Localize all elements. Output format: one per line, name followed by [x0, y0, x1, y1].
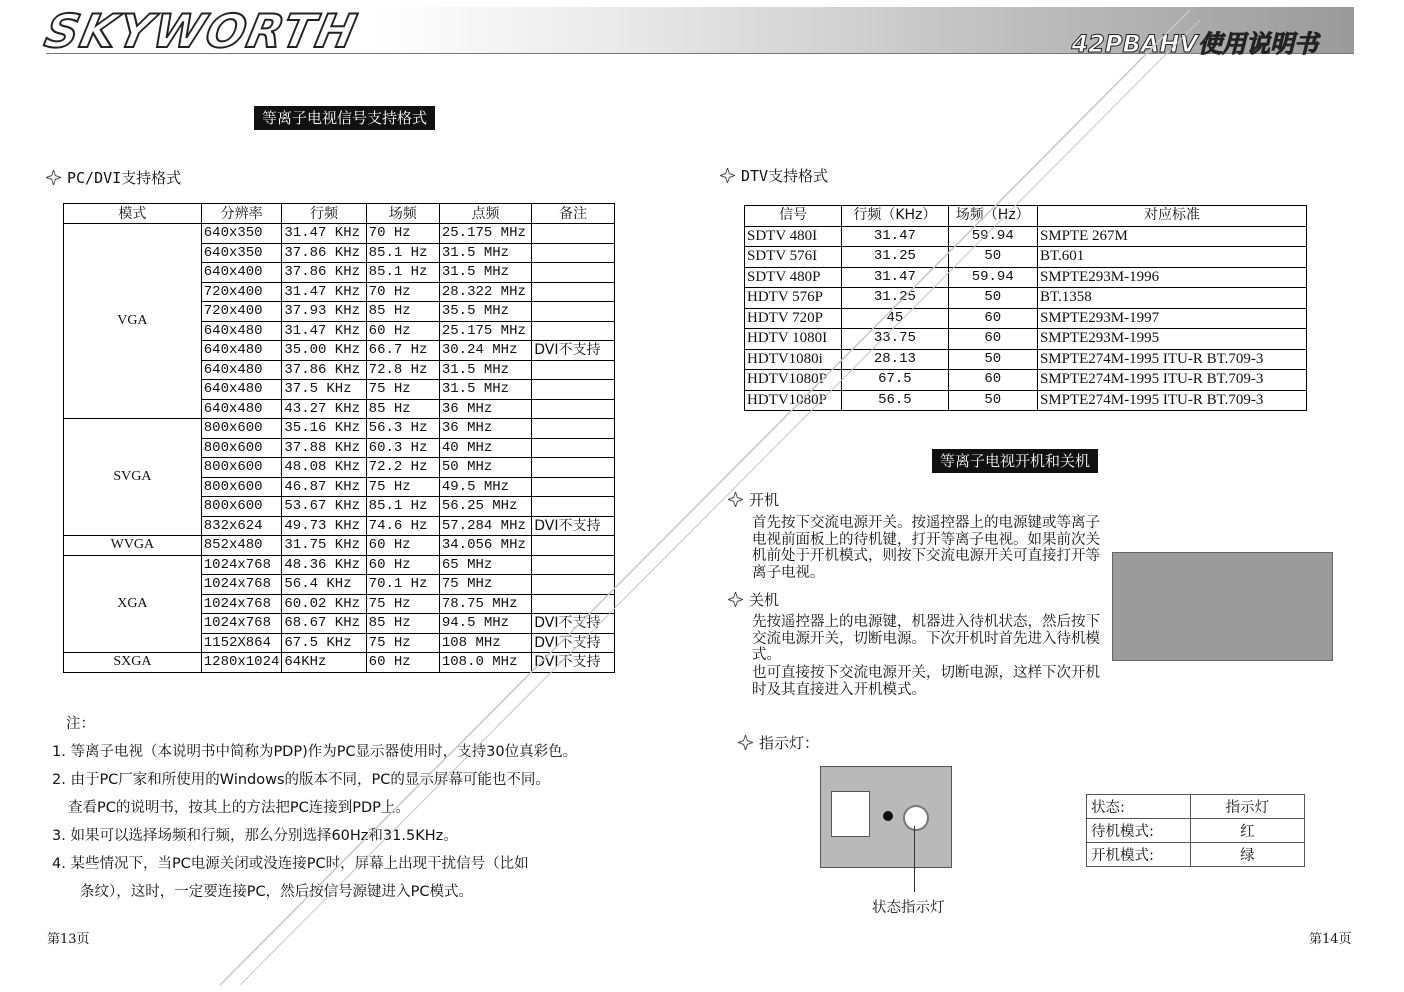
table-cell: 待机模式:: [1087, 819, 1191, 843]
table-cell: 1024x768: [201, 575, 282, 595]
note-item: 查看PC的说明书，按其上的方法把PC连接到PDP上。: [68, 800, 410, 816]
diamond-star-icon: [46, 170, 61, 185]
table-cell: 67.5 KHz: [282, 633, 366, 653]
table-cell: 56.5: [842, 390, 948, 411]
table-cell: 800x600: [201, 419, 282, 439]
table-cell: 31.47 KHz: [282, 282, 366, 302]
dtv-table-header-cell: 对应标准: [1037, 206, 1306, 227]
pc-table-header-cell: 模式: [64, 204, 202, 224]
table-cell: 640x400: [201, 263, 282, 283]
table-cell: 31.25: [842, 288, 948, 309]
table-cell: 60: [948, 308, 1037, 329]
table-cell: DVI不支持: [532, 653, 615, 673]
table-cell: 31.47 KHz: [282, 224, 366, 244]
table-cell: 36 MHz: [439, 419, 531, 439]
table-cell: 50: [948, 288, 1037, 309]
dtv-table-header-cell: 行频（KHz）: [842, 206, 948, 227]
table-cell: SMPTE293M-1995: [1037, 329, 1306, 350]
note-item: 3. 如果可以选择场频和行频，那么分别选择60Hz和31.5KHz。: [52, 828, 458, 844]
table-cell: 85.1 Hz: [366, 497, 439, 517]
table-cell: 72.8 Hz: [366, 360, 439, 380]
table-cell: 31.47 KHz: [282, 321, 366, 341]
table-cell: 36 MHz: [439, 399, 531, 419]
table-cell: 800x600: [201, 477, 282, 497]
page-number-right: 第14页: [1309, 932, 1352, 947]
mode-cell: VGA: [64, 224, 202, 419]
table-cell: 85 Hz: [366, 399, 439, 419]
table-cell: 37.93 KHz: [282, 302, 366, 322]
table-cell: 1024x768: [201, 594, 282, 614]
table-cell: 31.47: [842, 226, 948, 247]
table-cell: 85.1 Hz: [366, 243, 439, 263]
table-cell: 开机模式:: [1087, 843, 1191, 867]
mode-cell: SXGA: [64, 653, 202, 673]
table-cell: 31.75 KHz: [282, 536, 366, 556]
table-cell: 31.25: [842, 247, 948, 268]
power-section-title: 等离子电视开机和关机: [932, 449, 1098, 473]
table-cell: SMPTE274M-1995 ITU-R BT.709-3: [1037, 390, 1306, 411]
pc-table-header-cell: 场频: [366, 204, 439, 224]
table-cell: 60.3 Hz: [366, 438, 439, 458]
table-cell: 59.94: [948, 226, 1037, 247]
table-cell: 红: [1190, 819, 1304, 843]
note-item: 1. 等离子电视（本说明书中简称为PDP)作为PC显示器使用时，支持30位真彩色。: [52, 744, 578, 760]
table-cell: 640x480: [201, 360, 282, 380]
table-cell: SDTV 480P: [745, 267, 842, 288]
note-item: 2. 由于PC厂家和所使用的Windows的版本不同，PC的显示屏幕可能也不同。: [52, 772, 550, 788]
table-cell: 85 Hz: [366, 614, 439, 634]
table-cell: 640x480: [201, 321, 282, 341]
table-cell: 40 MHz: [439, 438, 531, 458]
table-cell: 1152X864: [201, 633, 282, 653]
table-cell: SMPTE274M-1995 ITU-R BT.709-3: [1037, 349, 1306, 370]
indicator-caption: 状态指示灯: [872, 900, 945, 916]
table-cell: 66.7 Hz: [366, 341, 439, 361]
table-cell: 46.87 KHz: [282, 477, 366, 497]
table-cell: 1024x768: [201, 614, 282, 634]
table-cell: 35.00 KHz: [282, 341, 366, 361]
table-cell: 640x350: [201, 224, 282, 244]
table-cell: SMPTE293M-1996: [1037, 267, 1306, 288]
table-cell: HDTV 720P: [745, 308, 842, 329]
table-cell: 60 Hz: [366, 555, 439, 575]
table-cell: 37.86 KHz: [282, 263, 366, 283]
table-cell: 68.67 KHz: [282, 614, 366, 634]
table-cell: 25.175 MHz: [439, 321, 531, 341]
table-cell: 800x600: [201, 458, 282, 478]
table-cell: 70 Hz: [366, 282, 439, 302]
table-cell: 31.5 MHz: [439, 263, 531, 283]
table-cell: SMPTE274M-1995 ITU-R BT.709-3: [1037, 370, 1306, 391]
pc-dvi-heading-label: PC/DVI支持格式: [67, 169, 182, 187]
table-cell: 60.02 KHz: [282, 594, 366, 614]
mode-cell: WVGA: [64, 536, 202, 556]
table-cell: 53.67 KHz: [282, 497, 366, 517]
table-cell: 绿: [1190, 843, 1304, 867]
table-cell: 31.5 MHz: [439, 360, 531, 380]
table-cell: 43.27 KHz: [282, 399, 366, 419]
pc-table-header-cell: 行频: [282, 204, 366, 224]
table-cell: 640x480: [201, 341, 282, 361]
page-number-left: 第13页: [47, 932, 90, 947]
table-cell: 1024x768: [201, 555, 282, 575]
table-cell: 70.1 Hz: [366, 575, 439, 595]
table-cell: SMPTE 267M: [1037, 226, 1306, 247]
table-cell: 75 Hz: [366, 380, 439, 400]
power-off-text: 先按遥控器上的电源键，机器进入待机状态，然后按下交流电源开关，切断电源。下次开机时首先进入待机模式。: [752, 614, 1100, 663]
table-cell: 31.47: [842, 267, 948, 288]
pc-table-header-cell: 备注: [532, 204, 615, 224]
table-cell: 50 MHz: [439, 458, 531, 478]
note-item: 4. 某些情况下，当PC电源关闭或没连接PC时，屏幕上出现干扰信号（比如: [52, 856, 529, 872]
table-cell: 60 Hz: [366, 321, 439, 341]
pc-table-header-cell: 分辨率: [201, 204, 282, 224]
table-cell: SMPTE293M-1997: [1037, 308, 1306, 329]
table-cell: 800x600: [201, 438, 282, 458]
table-cell: 75 Hz: [366, 477, 439, 497]
table-cell: 35.16 KHz: [282, 419, 366, 439]
table-cell: 49.73 KHz: [282, 516, 366, 536]
table-cell: 56.25 MHz: [439, 497, 531, 517]
table-cell: 85.1 Hz: [366, 263, 439, 283]
table-cell: 28.13: [842, 349, 948, 370]
table-cell: 56.3 Hz: [366, 419, 439, 439]
table-cell: 85 Hz: [366, 302, 439, 322]
table-cell: SDTV 576I: [745, 247, 842, 268]
table-cell: DVI不支持: [532, 341, 615, 361]
table-cell: 50: [948, 247, 1037, 268]
indicator-label: 指示灯：: [759, 734, 820, 752]
table-cell: 59.94: [948, 267, 1037, 288]
power-off-text-alt: 也可直接按下交流电源开关，切断电源，这样下次开机时及其直接进入开机模式。: [752, 665, 1100, 698]
table-cell: 640x350: [201, 243, 282, 263]
power-off-label: 关机: [749, 591, 780, 609]
table-cell: 37.86 KHz: [282, 360, 366, 380]
table-cell: 48.36 KHz: [282, 555, 366, 575]
table-cell: 34.056 MHz: [439, 536, 531, 556]
table-cell: 35.5 MHz: [439, 302, 531, 322]
table-cell: 37.86 KHz: [282, 243, 366, 263]
table-cell: BT.1358: [1037, 288, 1306, 309]
table-cell: SDTV 480I: [745, 226, 842, 247]
table-cell: 108 MHz: [439, 633, 531, 653]
table-cell: 50: [948, 349, 1037, 370]
table-cell: 70 Hz: [366, 224, 439, 244]
table-cell: 75 Hz: [366, 633, 439, 653]
table-cell: 50: [948, 390, 1037, 411]
table-cell: 25.175 MHz: [439, 224, 531, 244]
mode-cell: XGA: [64, 555, 202, 653]
table-cell: 852x480: [201, 536, 282, 556]
table-cell: 72.2 Hz: [366, 458, 439, 478]
table-cell: 60 Hz: [366, 653, 439, 673]
table-cell: 65 MHz: [439, 555, 531, 575]
table-cell: HDTV1080P: [745, 370, 842, 391]
signal-format-section-title: 等离子电视信号支持格式: [254, 106, 435, 130]
brand-logo: SKYWORTH: [40, 4, 363, 58]
power-on-label: 开机: [749, 491, 780, 509]
table-cell: DVI不支持: [532, 516, 615, 536]
table-cell: 720x400: [201, 302, 282, 322]
table-cell: 49.5 MHz: [439, 477, 531, 497]
table-cell: 33.75: [842, 329, 948, 350]
table-cell: 720x400: [201, 282, 282, 302]
table-cell: 45: [842, 308, 948, 329]
manual-title: 42PBAHV使用说明书: [1071, 30, 1318, 58]
table-cell: 94.5 MHz: [439, 614, 531, 634]
table-cell: 640x480: [201, 399, 282, 419]
table-cell: 1280x1024: [201, 653, 282, 673]
table-cell: 75 MHz: [439, 575, 531, 595]
dtv-heading-label: DTV支持格式: [741, 167, 829, 185]
table-cell: 75 Hz: [366, 594, 439, 614]
dtv-table-header-cell: 信号: [745, 206, 842, 227]
table-cell: 28.322 MHz: [439, 282, 531, 302]
table-cell: HDTV 1080I: [745, 329, 842, 350]
table-cell: DVI不支持: [532, 614, 615, 634]
table-cell: 64KHz: [282, 653, 366, 673]
table-cell: 108.0 MHz: [439, 653, 531, 673]
table-cell: 31.5 MHz: [439, 243, 531, 263]
pc-table-header-cell: 点频: [439, 204, 531, 224]
watermark-stroke: [200, 0, 1200, 992]
table-cell: 74.6 Hz: [366, 516, 439, 536]
table-cell: 31.5 MHz: [439, 380, 531, 400]
table-cell: 67.5: [842, 370, 948, 391]
table-cell: 37.5 KHz: [282, 380, 366, 400]
table-cell: 56.4 KHz: [282, 575, 366, 595]
table-cell: 状态:: [1087, 795, 1191, 819]
table-cell: 832x624: [201, 516, 282, 536]
table-cell: DVI不支持: [532, 633, 615, 653]
notes-label: 注：: [66, 716, 95, 732]
power-on-text: 首先按下交流电源开关。按遥控器上的电源键或等离子电视前面板上的待机键，打开等离子电视。如果前次关机前处于开机模式，则按下交流电源开关可直接打开等离子电视。: [752, 515, 1100, 581]
pc-dvi-heading: [46, 167, 181, 188]
table-cell: 48.08 KHz: [282, 458, 366, 478]
table-cell: 30.24 MHz: [439, 341, 531, 361]
table-cell: 指示灯: [1190, 795, 1304, 819]
table-cell: HDTV 576P: [745, 288, 842, 309]
note-item: 条纹），这时，一定要连接PC，然后按信号源键进入PC模式。: [80, 884, 473, 900]
table-cell: 60 Hz: [366, 536, 439, 556]
table-cell: 37.88 KHz: [282, 438, 366, 458]
table-cell: 640x480: [201, 380, 282, 400]
table-cell: 60: [948, 329, 1037, 350]
table-cell: 60: [948, 370, 1037, 391]
table-cell: BT.601: [1037, 247, 1306, 268]
mode-cell: SVGA: [64, 419, 202, 536]
dtv-table-header-cell: 场频（Hz）: [948, 206, 1037, 227]
table-cell: 800x600: [201, 497, 282, 517]
table-cell: 78.75 MHz: [439, 594, 531, 614]
table-cell: HDTV1080P: [745, 390, 842, 411]
table-cell: 57.284 MHz: [439, 516, 531, 536]
table-cell: HDTV1080i: [745, 349, 842, 370]
